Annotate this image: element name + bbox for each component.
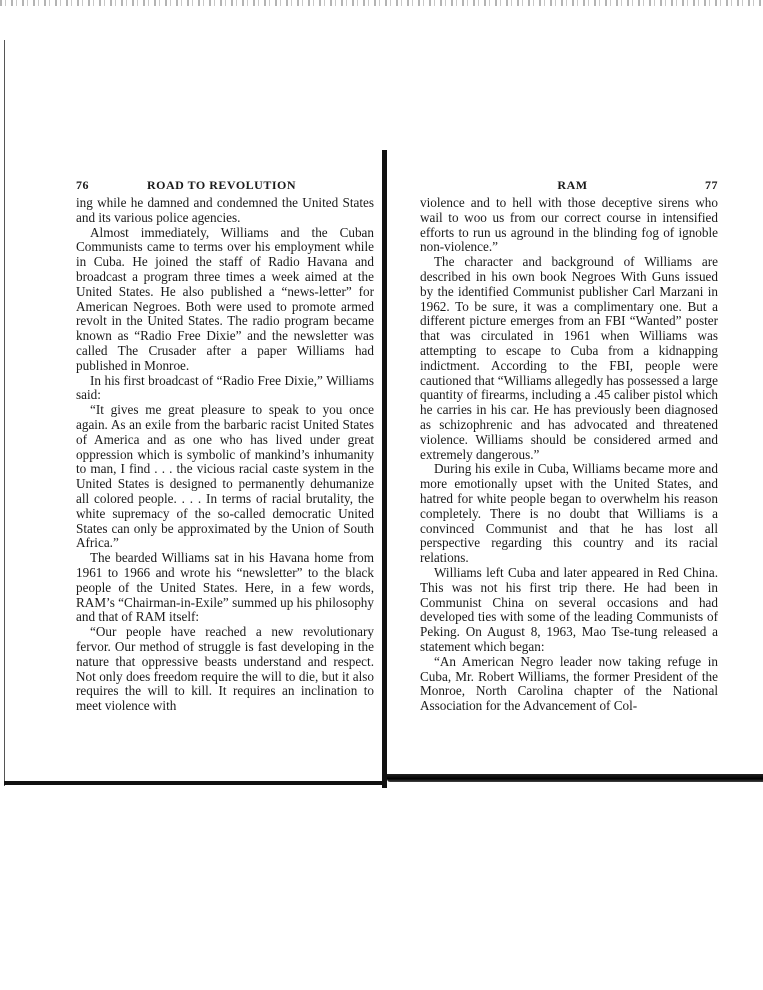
right-page-text [420, 178, 718, 714]
left-page-text [76, 178, 374, 714]
paragraph: In his first broadcast of “Radio Free Dixie,” Williams said: [76, 372, 374, 403]
book-gutter [382, 150, 387, 788]
quote-paragraph: “Our people have reached a new revolutionary fervor. Our method of struggle is fast developing in the nature that oppressive beasts understand and respect. Not only does freedom require the will to die, but it also requires the will to kill. It requires an inclination to meet violence with [76, 624, 374, 714]
left-running-head [76, 178, 374, 194]
quote-paragraph: “An American Negro leader now taking refuge in Cuba, Mr. Robert Williams, the former President of the Monroe, North Carolina chapter of the National Association for the Advancement of Col- [420, 653, 718, 714]
paragraph: ing while he damned and condemned the United States and its various police agencies. [76, 195, 374, 225]
left-page-number: 76 [76, 178, 89, 192]
paragraph: The character and background of Williams are described in his own book Negroes With Guns issued by the identified Communist publisher Carl Marzani in 1962. To be sure, it was a complimentary one. But a different picture emerges from an FBI “Wanted” poster that was circulated in 1961 when Williams was attempting to escape to Cuba from a kidnapping indictment. According to the FBI, people were cautioned that “Williams allegedly has possessed a large quantity of firearms, including a .45 caliber pistol which he carries in his car. He has previously been diagnosed as schizophrenic and has advocated and threatened violence. Williams should be considered armed and extremely dangerous.” [420, 254, 718, 462]
paragraph: violence and to hell with those deceptive sirens who wail to woo us from our correct course in intensified efforts to run us aground in the blinding fog of ignoble non-violence.” [420, 195, 718, 255]
quote-paragraph: “It gives me great pleasure to speak to you once again. As an exile from the barbaric racist United States of America and as one who has lived under great oppression which is symbolic of mankind’s inhumanity to man, I find . . . the vicious racial caste system in the United States is designed to permanently dehumanize all colored people. . . . In terms of racial brutality, the white supremacy of the so-called democratic United States can only be approximated by the Union of South Africa.” [76, 402, 374, 551]
right-running-head [420, 178, 718, 194]
left-page-bottom-edge [4, 781, 387, 785]
paragraph: The bearded Williams sat in his Havana home from 1961 to 1966 and wrote his “newsletter” to the black people of the United States. Here, in a few words, RAM’s “Chairman-in-Exile” summed up his philosophy and that of RAM itself: [76, 550, 374, 625]
left-running-title: ROAD TO REVOLUTION [146, 178, 296, 192]
paragraph: Williams left Cuba and later appeared in Red China. This was not his first trip there. He had been in Communist China on several occasions and had developed ties with some of the leading Communists of Peking. On August 8, 1963, Mao Tse-tung released a statement which began: [420, 564, 718, 654]
right-page-bottom-edge [387, 774, 763, 782]
right-page-number: 77 [704, 178, 718, 192]
paragraph: Almost immediately, Williams and the Cuban Communists came to terms over his employment while in Cuba. He joined the staff of Radio Havana and broadcast a program three times a week aimed at the United States. He also published a “news-letter” for American Negroes. Both were used to promote armed revolt in the United States. The radio program became known as “Radio Free Dixie” and the newsletter was called The Crusader after a paper Williams had published in Monroe. [76, 224, 374, 373]
right-running-title: RAM [557, 178, 588, 192]
paragraph: During his exile in Cuba, Williams became more and more emotionally upset with the United States, and hatred for white people began to overwhelm his reason completely. There is no doubt that Williams is a convinced Communist and that he has lost all perspective regarding this country and its racial relations. [420, 461, 718, 566]
